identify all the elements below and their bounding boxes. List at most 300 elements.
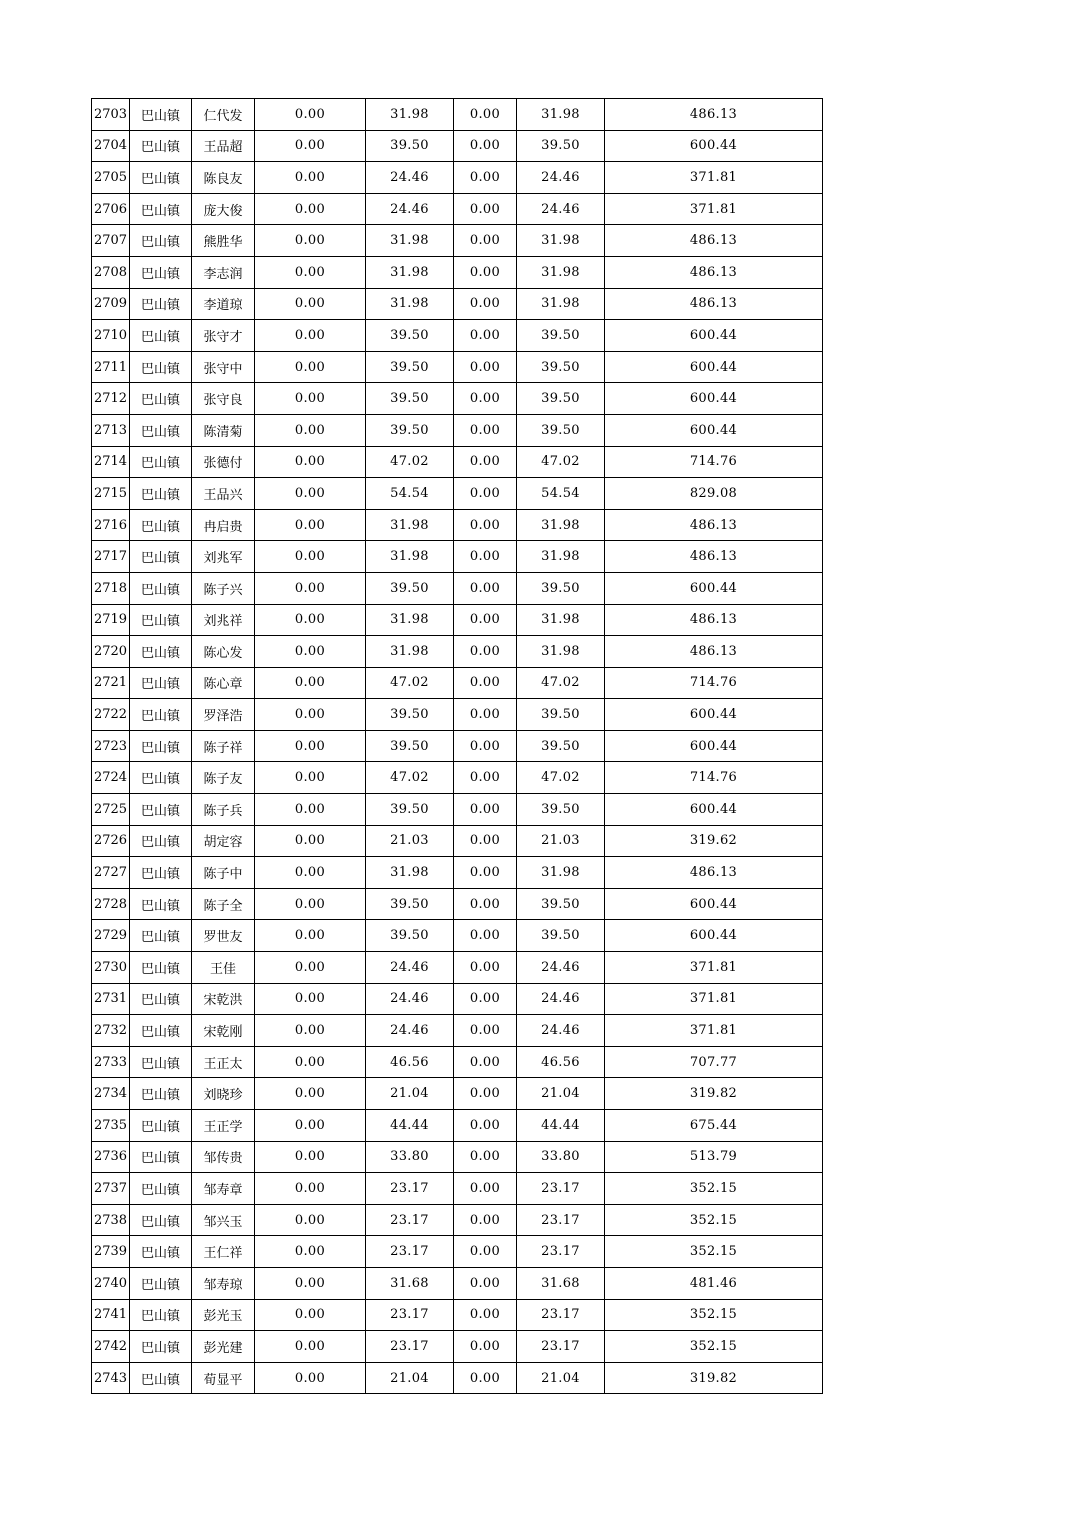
value-cell-1: 0.00 <box>255 794 366 826</box>
table-row <box>92 1046 823 1078</box>
value-cell-2: 46.56 <box>366 1046 454 1078</box>
town-cell: 巴山镇 <box>130 636 192 668</box>
value-cell-4: 39.50 <box>517 572 605 604</box>
value-cell-5: 486.13 <box>605 225 823 257</box>
value-cell-4: 24.46 <box>517 1015 605 1047</box>
value-cell-2: 31.98 <box>366 288 454 320</box>
value-cell-5: 829.08 <box>605 478 823 510</box>
value-cell-2: 31.98 <box>366 541 454 573</box>
value-cell-1: 0.00 <box>255 446 366 478</box>
value-cell-4: 39.50 <box>517 320 605 352</box>
value-cell-5: 371.81 <box>605 952 823 984</box>
value-cell-3: 0.00 <box>454 509 517 541</box>
table-row <box>92 1141 823 1173</box>
value-cell-5: 371.81 <box>605 162 823 194</box>
value-cell-4: 31.98 <box>517 541 605 573</box>
value-cell-2: 24.46 <box>366 1015 454 1047</box>
value-cell-4: 39.50 <box>517 414 605 446</box>
value-cell-4: 39.50 <box>517 794 605 826</box>
name-cell: 仁代发 <box>192 99 255 131</box>
town-cell: 巴山镇 <box>130 162 192 194</box>
value-cell-3: 0.00 <box>454 1204 517 1236</box>
row-id-cell: 2716 <box>92 509 130 541</box>
value-cell-2: 39.50 <box>366 320 454 352</box>
value-cell-5: 600.44 <box>605 888 823 920</box>
value-cell-2: 24.46 <box>366 952 454 984</box>
value-cell-5: 714.76 <box>605 667 823 699</box>
town-cell: 巴山镇 <box>130 1331 192 1363</box>
town-cell: 巴山镇 <box>130 730 192 762</box>
value-cell-2: 31.68 <box>366 1267 454 1299</box>
value-cell-5: 371.81 <box>605 193 823 225</box>
table-row <box>92 794 823 826</box>
value-cell-1: 0.00 <box>255 1078 366 1110</box>
value-cell-1: 0.00 <box>255 857 366 889</box>
value-cell-5: 486.13 <box>605 288 823 320</box>
value-cell-2: 31.98 <box>366 636 454 668</box>
value-cell-2: 39.50 <box>366 130 454 162</box>
value-cell-5: 600.44 <box>605 794 823 826</box>
table-row <box>92 320 823 352</box>
town-cell: 巴山镇 <box>130 604 192 636</box>
value-cell-1: 0.00 <box>255 414 366 446</box>
value-cell-3: 0.00 <box>454 130 517 162</box>
value-cell-2: 24.46 <box>366 983 454 1015</box>
table-row <box>92 99 823 131</box>
row-id-cell: 2729 <box>92 920 130 952</box>
name-cell: 王仁祥 <box>192 1236 255 1268</box>
row-id-cell: 2720 <box>92 636 130 668</box>
row-id-cell: 2717 <box>92 541 130 573</box>
value-cell-5: 600.44 <box>605 130 823 162</box>
town-cell: 巴山镇 <box>130 288 192 320</box>
name-cell: 陈心发 <box>192 636 255 668</box>
table-row <box>92 1362 823 1394</box>
value-cell-4: 39.50 <box>517 383 605 415</box>
name-cell: 冉启贵 <box>192 509 255 541</box>
value-cell-3: 0.00 <box>454 888 517 920</box>
table-row <box>92 130 823 162</box>
value-cell-5: 486.13 <box>605 604 823 636</box>
table-row <box>92 636 823 668</box>
table-row <box>92 193 823 225</box>
value-cell-2: 31.98 <box>366 256 454 288</box>
table-row <box>92 604 823 636</box>
value-cell-2: 39.50 <box>366 699 454 731</box>
town-cell: 巴山镇 <box>130 541 192 573</box>
name-cell: 荀显平 <box>192 1362 255 1394</box>
value-cell-3: 0.00 <box>454 541 517 573</box>
value-cell-4: 31.68 <box>517 1267 605 1299</box>
table-row <box>92 1331 823 1363</box>
table-row <box>92 1204 823 1236</box>
name-cell: 陈子兴 <box>192 572 255 604</box>
value-cell-5: 600.44 <box>605 320 823 352</box>
row-id-cell: 2727 <box>92 857 130 889</box>
row-id-cell: 2712 <box>92 383 130 415</box>
town-cell: 巴山镇 <box>130 1141 192 1173</box>
table-row <box>92 383 823 415</box>
town-cell: 巴山镇 <box>130 825 192 857</box>
town-cell: 巴山镇 <box>130 1267 192 1299</box>
name-cell: 李道琼 <box>192 288 255 320</box>
value-cell-1: 0.00 <box>255 383 366 415</box>
value-cell-3: 0.00 <box>454 1015 517 1047</box>
town-cell: 巴山镇 <box>130 667 192 699</box>
name-cell: 宋乾刚 <box>192 1015 255 1047</box>
value-cell-5: 319.62 <box>605 825 823 857</box>
value-cell-4: 39.50 <box>517 730 605 762</box>
value-cell-1: 0.00 <box>255 193 366 225</box>
value-cell-3: 0.00 <box>454 1078 517 1110</box>
value-cell-4: 24.46 <box>517 193 605 225</box>
value-cell-5: 486.13 <box>605 541 823 573</box>
value-cell-2: 39.50 <box>366 383 454 415</box>
table-row <box>92 857 823 889</box>
table-row <box>92 1299 823 1331</box>
row-id-cell: 2719 <box>92 604 130 636</box>
value-cell-4: 39.50 <box>517 699 605 731</box>
row-id-cell: 2707 <box>92 225 130 257</box>
value-cell-2: 39.50 <box>366 730 454 762</box>
value-cell-4: 31.98 <box>517 636 605 668</box>
table-row <box>92 288 823 320</box>
table-row <box>92 1267 823 1299</box>
name-cell: 邹寿琼 <box>192 1267 255 1299</box>
row-id-cell: 2742 <box>92 1331 130 1363</box>
row-id-cell: 2733 <box>92 1046 130 1078</box>
row-id-cell: 2708 <box>92 256 130 288</box>
value-cell-2: 31.98 <box>366 225 454 257</box>
table-row <box>92 478 823 510</box>
name-cell: 王佳 <box>192 952 255 984</box>
value-cell-4: 31.98 <box>517 256 605 288</box>
value-cell-1: 0.00 <box>255 320 366 352</box>
town-cell: 巴山镇 <box>130 572 192 604</box>
value-cell-3: 0.00 <box>454 288 517 320</box>
row-id-cell: 2722 <box>92 699 130 731</box>
name-cell: 张守中 <box>192 351 255 383</box>
name-cell: 胡定容 <box>192 825 255 857</box>
town-cell: 巴山镇 <box>130 383 192 415</box>
name-cell: 罗世友 <box>192 920 255 952</box>
value-cell-3: 0.00 <box>454 414 517 446</box>
value-cell-5: 600.44 <box>605 699 823 731</box>
row-id-cell: 2721 <box>92 667 130 699</box>
table-row <box>92 256 823 288</box>
name-cell: 彭光玉 <box>192 1299 255 1331</box>
value-cell-1: 0.00 <box>255 572 366 604</box>
table-row <box>92 1110 823 1142</box>
name-cell: 王正学 <box>192 1110 255 1142</box>
value-cell-1: 0.00 <box>255 256 366 288</box>
value-cell-2: 24.46 <box>366 193 454 225</box>
table-row <box>92 225 823 257</box>
value-cell-3: 0.00 <box>454 478 517 510</box>
row-id-cell: 2723 <box>92 730 130 762</box>
value-cell-5: 352.15 <box>605 1236 823 1268</box>
name-cell: 陈子中 <box>192 857 255 889</box>
table-row <box>92 509 823 541</box>
value-cell-3: 0.00 <box>454 1331 517 1363</box>
town-cell: 巴山镇 <box>130 193 192 225</box>
value-cell-3: 0.00 <box>454 825 517 857</box>
town-cell: 巴山镇 <box>130 857 192 889</box>
value-cell-3: 0.00 <box>454 1173 517 1205</box>
town-cell: 巴山镇 <box>130 130 192 162</box>
value-cell-1: 0.00 <box>255 888 366 920</box>
row-id-cell: 2731 <box>92 983 130 1015</box>
value-cell-5: 486.13 <box>605 509 823 541</box>
value-cell-4: 23.17 <box>517 1236 605 1268</box>
value-cell-3: 0.00 <box>454 730 517 762</box>
value-cell-1: 0.00 <box>255 162 366 194</box>
value-cell-4: 47.02 <box>517 667 605 699</box>
value-cell-1: 0.00 <box>255 983 366 1015</box>
value-cell-3: 0.00 <box>454 572 517 604</box>
value-cell-3: 0.00 <box>454 1362 517 1394</box>
value-cell-4: 31.98 <box>517 288 605 320</box>
name-cell: 彭光建 <box>192 1331 255 1363</box>
value-cell-1: 0.00 <box>255 699 366 731</box>
row-id-cell: 2704 <box>92 130 130 162</box>
value-cell-1: 0.00 <box>255 1236 366 1268</box>
value-cell-5: 371.81 <box>605 983 823 1015</box>
row-id-cell: 2705 <box>92 162 130 194</box>
value-cell-1: 0.00 <box>255 1173 366 1205</box>
row-id-cell: 2706 <box>92 193 130 225</box>
table-row <box>92 1236 823 1268</box>
value-cell-4: 31.98 <box>517 857 605 889</box>
value-cell-3: 0.00 <box>454 383 517 415</box>
value-cell-2: 23.17 <box>366 1236 454 1268</box>
value-cell-3: 0.00 <box>454 1110 517 1142</box>
value-cell-3: 0.00 <box>454 99 517 131</box>
value-cell-5: 486.13 <box>605 636 823 668</box>
name-cell: 王品超 <box>192 130 255 162</box>
value-cell-5: 714.76 <box>605 762 823 794</box>
town-cell: 巴山镇 <box>130 478 192 510</box>
value-cell-1: 0.00 <box>255 288 366 320</box>
value-cell-2: 39.50 <box>366 351 454 383</box>
value-cell-3: 0.00 <box>454 604 517 636</box>
row-id-cell: 2737 <box>92 1173 130 1205</box>
value-cell-5: 707.77 <box>605 1046 823 1078</box>
row-id-cell: 2724 <box>92 762 130 794</box>
table-row <box>92 920 823 952</box>
row-id-cell: 2739 <box>92 1236 130 1268</box>
value-cell-3: 0.00 <box>454 225 517 257</box>
value-cell-2: 39.50 <box>366 920 454 952</box>
town-cell: 巴山镇 <box>130 99 192 131</box>
value-cell-4: 24.46 <box>517 952 605 984</box>
name-cell: 陈子兵 <box>192 794 255 826</box>
value-cell-5: 600.44 <box>605 351 823 383</box>
town-cell: 巴山镇 <box>130 1015 192 1047</box>
value-cell-1: 0.00 <box>255 541 366 573</box>
row-id-cell: 2713 <box>92 414 130 446</box>
town-cell: 巴山镇 <box>130 1078 192 1110</box>
town-cell: 巴山镇 <box>130 1110 192 1142</box>
value-cell-3: 0.00 <box>454 351 517 383</box>
value-cell-1: 0.00 <box>255 509 366 541</box>
name-cell: 刘兆军 <box>192 541 255 573</box>
town-cell: 巴山镇 <box>130 1299 192 1331</box>
row-id-cell: 2743 <box>92 1362 130 1394</box>
value-cell-2: 23.17 <box>366 1173 454 1205</box>
value-cell-4: 21.04 <box>517 1362 605 1394</box>
value-cell-3: 0.00 <box>454 1267 517 1299</box>
value-cell-3: 0.00 <box>454 320 517 352</box>
value-cell-5: 600.44 <box>605 920 823 952</box>
row-id-cell: 2725 <box>92 794 130 826</box>
name-cell: 陈心章 <box>192 667 255 699</box>
row-id-cell: 2741 <box>92 1299 130 1331</box>
value-cell-2: 21.04 <box>366 1078 454 1110</box>
value-cell-1: 0.00 <box>255 952 366 984</box>
value-cell-1: 0.00 <box>255 1299 366 1331</box>
town-cell: 巴山镇 <box>130 1046 192 1078</box>
value-cell-2: 31.98 <box>366 99 454 131</box>
value-cell-2: 31.98 <box>366 604 454 636</box>
value-cell-1: 0.00 <box>255 762 366 794</box>
value-cell-2: 21.04 <box>366 1362 454 1394</box>
row-id-cell: 2711 <box>92 351 130 383</box>
value-cell-3: 0.00 <box>454 952 517 984</box>
table-row <box>92 730 823 762</box>
value-cell-1: 0.00 <box>255 1331 366 1363</box>
value-cell-3: 0.00 <box>454 256 517 288</box>
value-cell-1: 0.00 <box>255 351 366 383</box>
table-row <box>92 888 823 920</box>
town-cell: 巴山镇 <box>130 1236 192 1268</box>
name-cell: 陈子友 <box>192 762 255 794</box>
value-cell-2: 47.02 <box>366 446 454 478</box>
town-cell: 巴山镇 <box>130 320 192 352</box>
table-row <box>92 414 823 446</box>
value-cell-4: 23.17 <box>517 1299 605 1331</box>
name-cell: 邹寿章 <box>192 1173 255 1205</box>
value-cell-1: 0.00 <box>255 478 366 510</box>
table-row <box>92 667 823 699</box>
row-id-cell: 2732 <box>92 1015 130 1047</box>
row-id-cell: 2703 <box>92 99 130 131</box>
town-cell: 巴山镇 <box>130 920 192 952</box>
row-id-cell: 2730 <box>92 952 130 984</box>
value-cell-1: 0.00 <box>255 920 366 952</box>
value-cell-1: 0.00 <box>255 667 366 699</box>
value-cell-4: 21.04 <box>517 1078 605 1110</box>
name-cell: 陈清菊 <box>192 414 255 446</box>
value-cell-4: 44.44 <box>517 1110 605 1142</box>
value-cell-5: 486.13 <box>605 857 823 889</box>
value-cell-1: 0.00 <box>255 1015 366 1047</box>
name-cell: 李志润 <box>192 256 255 288</box>
table-row <box>92 162 823 194</box>
table-body <box>92 99 823 1394</box>
name-cell: 罗泽浩 <box>192 699 255 731</box>
value-cell-4: 39.50 <box>517 351 605 383</box>
value-cell-5: 513.79 <box>605 1141 823 1173</box>
name-cell: 陈子全 <box>192 888 255 920</box>
name-cell: 张守良 <box>192 383 255 415</box>
row-id-cell: 2718 <box>92 572 130 604</box>
row-id-cell: 2710 <box>92 320 130 352</box>
value-cell-5: 675.44 <box>605 1110 823 1142</box>
value-cell-5: 371.81 <box>605 1015 823 1047</box>
value-cell-1: 0.00 <box>255 1110 366 1142</box>
value-cell-5: 486.13 <box>605 99 823 131</box>
row-id-cell: 2734 <box>92 1078 130 1110</box>
value-cell-4: 31.98 <box>517 225 605 257</box>
value-cell-3: 0.00 <box>454 920 517 952</box>
value-cell-5: 486.13 <box>605 256 823 288</box>
value-cell-1: 0.00 <box>255 130 366 162</box>
value-cell-4: 39.50 <box>517 888 605 920</box>
value-cell-4: 54.54 <box>517 478 605 510</box>
value-cell-1: 0.00 <box>255 99 366 131</box>
value-cell-1: 0.00 <box>255 730 366 762</box>
value-cell-3: 0.00 <box>454 1046 517 1078</box>
value-cell-1: 0.00 <box>255 604 366 636</box>
value-cell-5: 600.44 <box>605 383 823 415</box>
value-cell-4: 39.50 <box>517 920 605 952</box>
row-id-cell: 2740 <box>92 1267 130 1299</box>
value-cell-3: 0.00 <box>454 762 517 794</box>
value-cell-5: 600.44 <box>605 730 823 762</box>
value-cell-5: 714.76 <box>605 446 823 478</box>
town-cell: 巴山镇 <box>130 699 192 731</box>
value-cell-4: 24.46 <box>517 983 605 1015</box>
value-cell-1: 0.00 <box>255 1204 366 1236</box>
value-cell-5: 319.82 <box>605 1078 823 1110</box>
value-cell-5: 352.15 <box>605 1173 823 1205</box>
value-cell-1: 0.00 <box>255 1362 366 1394</box>
value-cell-2: 21.03 <box>366 825 454 857</box>
town-cell: 巴山镇 <box>130 256 192 288</box>
name-cell: 陈子祥 <box>192 730 255 762</box>
name-cell: 庞大俊 <box>192 193 255 225</box>
town-cell: 巴山镇 <box>130 1173 192 1205</box>
name-cell: 陈良友 <box>192 162 255 194</box>
value-cell-2: 44.44 <box>366 1110 454 1142</box>
row-id-cell: 2726 <box>92 825 130 857</box>
table-row <box>92 1078 823 1110</box>
town-cell: 巴山镇 <box>130 952 192 984</box>
name-cell: 王品兴 <box>192 478 255 510</box>
value-cell-2: 39.50 <box>366 572 454 604</box>
value-cell-3: 0.00 <box>454 1299 517 1331</box>
name-cell: 邹传贵 <box>192 1141 255 1173</box>
row-id-cell: 2714 <box>92 446 130 478</box>
row-id-cell: 2736 <box>92 1141 130 1173</box>
value-cell-3: 0.00 <box>454 446 517 478</box>
town-cell: 巴山镇 <box>130 1204 192 1236</box>
value-cell-2: 23.17 <box>366 1331 454 1363</box>
value-cell-5: 600.44 <box>605 414 823 446</box>
value-cell-1: 0.00 <box>255 1141 366 1173</box>
value-cell-5: 352.15 <box>605 1204 823 1236</box>
town-cell: 巴山镇 <box>130 446 192 478</box>
value-cell-3: 0.00 <box>454 794 517 826</box>
name-cell: 宋乾洪 <box>192 983 255 1015</box>
value-cell-2: 31.98 <box>366 857 454 889</box>
row-id-cell: 2715 <box>92 478 130 510</box>
row-id-cell: 2728 <box>92 888 130 920</box>
value-cell-4: 23.17 <box>517 1331 605 1363</box>
value-cell-2: 23.17 <box>366 1204 454 1236</box>
value-cell-4: 39.50 <box>517 130 605 162</box>
